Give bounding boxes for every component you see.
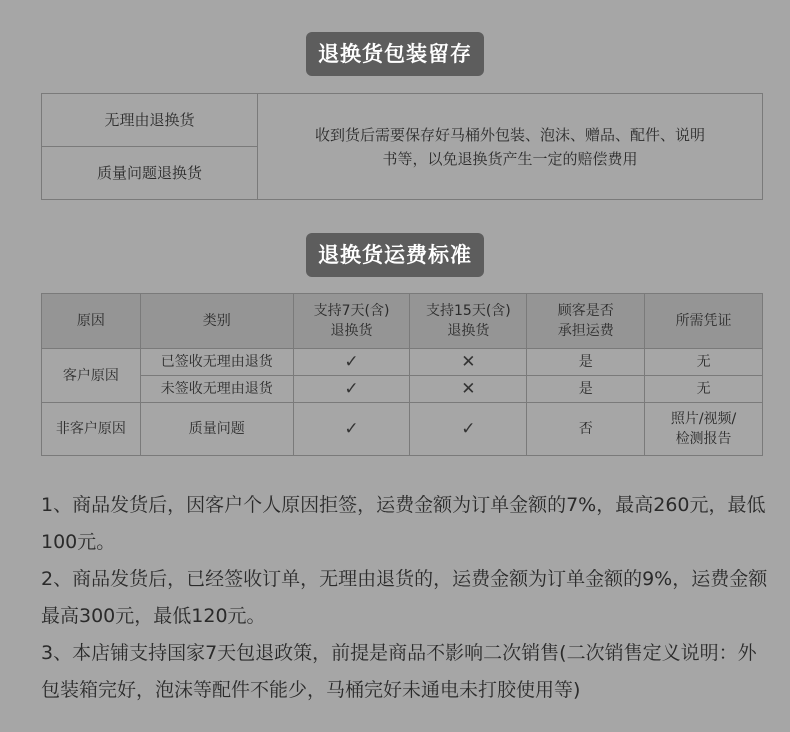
cross-icon: ✕ (410, 349, 527, 376)
section-title-shipping: 退换货运费标准 (306, 233, 484, 277)
policy-notes (41, 487, 771, 709)
cross-icon: ✕ (410, 376, 527, 403)
packaging-note-line: 书等，以免退换货产生一定的赔偿费用 (382, 149, 638, 168)
header-line: 承担运费 (557, 323, 614, 339)
header-support-15-days (410, 294, 527, 349)
policy-note: 1、商品发货后，因客户个人原因拒签，运费金额为订单金额的7%，最高260元，最低100元。 (41, 494, 766, 553)
check-icon: ✓ (293, 376, 410, 403)
reason-cell: 客户原因 (42, 349, 141, 403)
policy-note: 3、本店铺支持国家7天包退政策，前提是商品不影响二次销售(二次销售定义说明：外包装箱完好，泡沫等配件不能少，马桶完好未通电未打胶使用等) (41, 642, 757, 701)
reason-cell: 非客户原因 (42, 403, 141, 456)
check-icon: ✓ (293, 403, 410, 456)
table-row (42, 376, 763, 403)
category-cell: 已签收无理由退货 (140, 349, 293, 376)
header-line: 退换货 (447, 323, 490, 339)
shipping-fee-table (41, 293, 763, 456)
return-type-cell: 无理由退换货 (42, 94, 258, 147)
header-line: 顾客是否 (557, 303, 614, 319)
proof-line: 检测报告 (675, 431, 732, 447)
return-type-cell: 质量问题退换货 (42, 147, 258, 200)
packaging-note-line: 收到货后需要保存好马桶外包装、泡沫、赠品、配件、说明 (314, 125, 705, 144)
header-line: 支持15天(含) (426, 303, 511, 319)
check-icon: ✓ (410, 403, 527, 456)
table-row (42, 349, 763, 376)
header-category: 类别 (140, 294, 293, 349)
table-row (42, 403, 763, 456)
section-title-packaging: 退换货包装留存 (306, 32, 484, 76)
policy-note: 2、商品发货后，已经签收订单，无理由退货的，运费金额为订单金额的9%，运费金额最高300元，最低120元。 (41, 568, 768, 627)
table-row (42, 94, 763, 147)
check-icon: ✓ (293, 349, 410, 376)
category-cell: 未签收无理由退货 (140, 376, 293, 403)
shipping-cell: 是 (527, 376, 645, 403)
proof-cell: 无 (645, 376, 763, 403)
header-line: 支持7天(含) (313, 303, 390, 319)
header-proof: 所需凭证 (645, 294, 763, 349)
table-header-row (42, 294, 763, 349)
proof-cell (645, 403, 763, 456)
packaging-table (41, 93, 763, 200)
header-line: 退换货 (330, 323, 373, 339)
category-cell: 质量问题 (140, 403, 293, 456)
shipping-cell: 是 (527, 349, 645, 376)
header-shipping-paid (527, 294, 645, 349)
header-reason: 原因 (42, 294, 141, 349)
proof-cell: 无 (645, 349, 763, 376)
header-support-7-days (293, 294, 410, 349)
proof-line: 照片/视频/ (670, 411, 737, 427)
shipping-cell: 否 (527, 403, 645, 456)
packaging-note-cell (258, 94, 763, 200)
